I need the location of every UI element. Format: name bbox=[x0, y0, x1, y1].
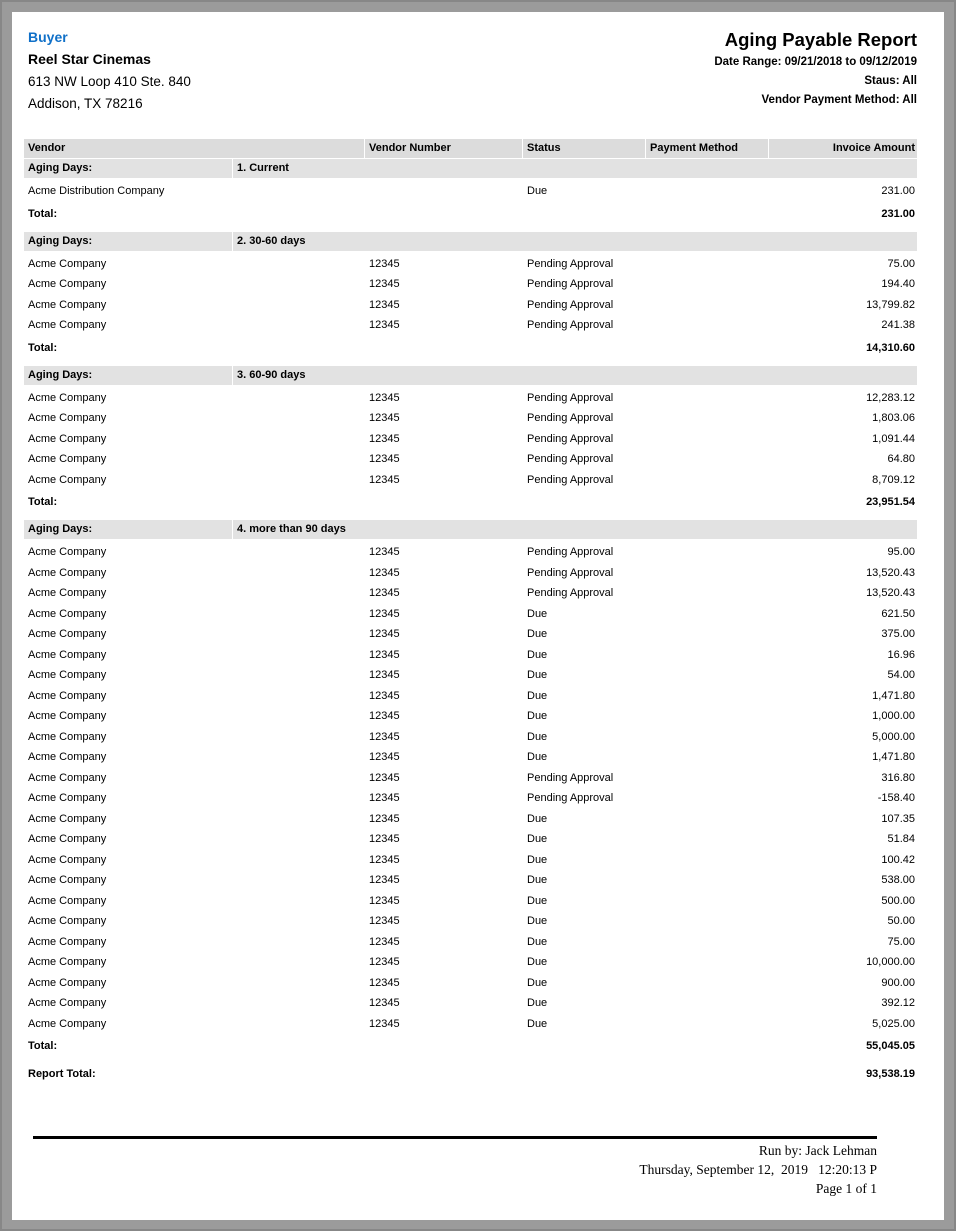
vendor-cell: Acme Company bbox=[28, 473, 107, 486]
vendor-cell: Acme Company bbox=[28, 853, 107, 866]
page-number-line: Page 1 of 1 bbox=[815, 1181, 877, 1196]
section-rows bbox=[24, 539, 917, 1034]
aging-days-label: Aging Days: bbox=[24, 520, 232, 539]
payment-method-cell bbox=[646, 973, 768, 994]
status-cell: Due bbox=[527, 812, 548, 825]
status-cell: Pending Approval bbox=[527, 391, 614, 404]
vendor-number-cell: 12345 bbox=[369, 391, 400, 404]
vendor-number-cell: 12345 bbox=[369, 298, 400, 311]
table-row bbox=[24, 727, 917, 748]
status-filter: Staus: All bbox=[864, 75, 917, 87]
payment-method-cell bbox=[646, 470, 768, 491]
payment-method-cell bbox=[646, 1014, 768, 1035]
vendor-number-cell: 12345 bbox=[369, 566, 400, 579]
payment-method-cell bbox=[646, 583, 768, 604]
vendor-cell: Acme Company bbox=[28, 648, 107, 661]
status-cell: Pending Approval bbox=[527, 566, 614, 579]
table-row bbox=[24, 788, 917, 809]
table-row bbox=[24, 254, 917, 275]
section-rows bbox=[24, 178, 917, 202]
invoice-amount-cell: 900.00 bbox=[881, 976, 915, 989]
report-header bbox=[24, 27, 917, 115]
section-total-amount: 231.00 bbox=[881, 207, 915, 220]
vendor-number-cell: 12345 bbox=[369, 607, 400, 620]
payment-method-cell bbox=[646, 315, 768, 336]
invoice-amount-cell: 1,803.06 bbox=[872, 412, 915, 424]
report-footer bbox=[24, 1141, 877, 1198]
status-cell: Pending Approval bbox=[527, 319, 614, 331]
column-header-vendor: Vendor bbox=[24, 139, 364, 158]
aging-days-band bbox=[24, 159, 917, 178]
table-row bbox=[24, 932, 917, 953]
vendor-number-cell: 12345 bbox=[369, 432, 400, 445]
vendor-number-cell bbox=[365, 181, 522, 202]
invoice-amount-cell: 13,520.43 bbox=[866, 566, 915, 579]
invoice-amount-cell: 1,000.00 bbox=[872, 710, 915, 722]
status-cell: Due bbox=[527, 997, 548, 1009]
table-row bbox=[24, 747, 917, 768]
aging-group-label: 3. 60-90 days bbox=[233, 366, 917, 385]
invoice-amount-cell: 95.00 bbox=[887, 546, 915, 558]
status-cell: Due bbox=[527, 915, 548, 927]
table-row bbox=[24, 583, 917, 604]
vendor-cell: Acme Company bbox=[28, 546, 107, 558]
table-row bbox=[24, 850, 917, 871]
status-cell: Due bbox=[527, 607, 548, 620]
run-date-line: Thursday, September 12, 2019 12:20:13 P bbox=[639, 1162, 877, 1177]
payment-method-filter: Vendor Payment Method: All bbox=[761, 94, 917, 106]
payment-method-cell bbox=[646, 665, 768, 686]
payment-method-cell bbox=[646, 274, 768, 295]
vendor-number-cell: 12345 bbox=[369, 812, 400, 825]
status-cell: Due bbox=[527, 976, 548, 989]
run-by-line: Run by: Jack Lehman bbox=[758, 1143, 877, 1158]
vendor-number-cell: 12345 bbox=[369, 730, 400, 743]
table-row bbox=[24, 870, 917, 891]
invoice-amount-cell: 64.80 bbox=[887, 453, 915, 465]
payment-method-cell bbox=[646, 747, 768, 768]
vendor-number-cell: 12345 bbox=[369, 1017, 400, 1030]
invoice-amount-cell: 241.38 bbox=[881, 319, 915, 331]
status-cell: Due bbox=[527, 751, 548, 763]
vendor-number-cell: 12345 bbox=[369, 894, 400, 907]
column-header-status: Status bbox=[523, 139, 645, 158]
status-cell: Pending Approval bbox=[527, 771, 614, 784]
payment-method-cell bbox=[646, 706, 768, 727]
table-sections bbox=[24, 159, 917, 1056]
invoice-amount-cell: 16.96 bbox=[887, 648, 915, 661]
table-header-row bbox=[24, 139, 917, 158]
table-row bbox=[24, 408, 917, 429]
aging-days-label: Aging Days: bbox=[24, 159, 232, 178]
section-total-amount: 14,310.60 bbox=[866, 341, 915, 354]
section-total-label: Total: bbox=[28, 341, 58, 354]
buyer-address-line2: Addison, TX 78216 bbox=[28, 96, 143, 111]
aging-days-band bbox=[24, 366, 917, 385]
vendor-number-cell: 12345 bbox=[369, 874, 400, 886]
table-row bbox=[24, 1014, 917, 1035]
section-total-label: Total: bbox=[28, 496, 58, 508]
status-cell: Due bbox=[527, 669, 548, 681]
payment-method-cell bbox=[646, 449, 768, 470]
vendor-number-cell: 12345 bbox=[369, 257, 400, 270]
payment-method-cell bbox=[646, 932, 768, 953]
status-cell: Due bbox=[527, 730, 548, 743]
invoice-amount-cell: 1,471.80 bbox=[872, 689, 915, 702]
invoice-amount-cell: 13,520.43 bbox=[866, 587, 915, 599]
payment-method-cell bbox=[646, 727, 768, 748]
invoice-amount-cell: 107.35 bbox=[881, 812, 915, 825]
vendor-cell: Acme Company bbox=[28, 792, 107, 804]
payment-method-cell bbox=[646, 788, 768, 809]
table-row bbox=[24, 388, 917, 409]
section-total-label: Total: bbox=[28, 1040, 58, 1052]
vendor-cell: Acme Company bbox=[28, 894, 107, 907]
payment-method-cell bbox=[646, 911, 768, 932]
table-row bbox=[24, 315, 917, 336]
vendor-number-cell: 12345 bbox=[369, 915, 400, 927]
vendor-number-cell: 12345 bbox=[369, 792, 400, 804]
payment-method-cell bbox=[646, 686, 768, 707]
table-row bbox=[24, 645, 917, 666]
status-cell: Due bbox=[527, 833, 548, 845]
vendor-number-cell: 12345 bbox=[369, 853, 400, 866]
status-cell: Pending Approval bbox=[527, 412, 614, 424]
payment-method-cell bbox=[646, 254, 768, 275]
footer-rule bbox=[33, 1136, 877, 1139]
table-row bbox=[24, 911, 917, 932]
aging-days-band bbox=[24, 232, 917, 251]
invoice-amount-cell: 1,471.80 bbox=[872, 751, 915, 763]
invoice-amount-cell: 375.00 bbox=[881, 628, 915, 640]
payment-method-cell bbox=[646, 542, 768, 563]
table-row bbox=[24, 809, 917, 830]
status-cell: Pending Approval bbox=[527, 473, 614, 486]
vendor-number-cell: 12345 bbox=[369, 771, 400, 784]
buyer-label: Buyer bbox=[28, 29, 68, 45]
table-row bbox=[24, 952, 917, 973]
table-row bbox=[24, 624, 917, 645]
buyer-address-line1: 613 NW Loop 410 Ste. 840 bbox=[28, 74, 191, 89]
section-total-row bbox=[24, 1034, 917, 1056]
column-header-invoice-amount: Invoice Amount bbox=[769, 139, 917, 158]
vendor-cell: Acme Company bbox=[28, 669, 107, 681]
vendor-cell: Acme Company bbox=[28, 391, 107, 404]
invoice-amount-cell: -158.40 bbox=[877, 792, 915, 804]
invoice-amount-cell: 500.00 bbox=[881, 894, 915, 907]
payment-method-cell bbox=[646, 181, 768, 202]
vendor-number-cell: 12345 bbox=[369, 453, 400, 465]
payment-method-cell bbox=[646, 624, 768, 645]
section-rows bbox=[24, 251, 917, 336]
report-total-label: Report Total: bbox=[28, 1068, 96, 1080]
report-title-block bbox=[714, 27, 917, 110]
aging-section bbox=[24, 232, 917, 358]
table-row bbox=[24, 274, 917, 295]
section-total-row bbox=[24, 202, 917, 224]
vendor-cell: Acme Company bbox=[28, 412, 107, 424]
vendor-cell: Acme Company bbox=[28, 587, 107, 599]
invoice-amount-cell: 75.00 bbox=[887, 935, 915, 948]
report-total-amount: 93,538.19 bbox=[866, 1068, 915, 1080]
vendor-cell: Acme Company bbox=[28, 812, 107, 825]
vendor-cell: Acme Company bbox=[28, 607, 107, 620]
vendor-number-cell: 12345 bbox=[369, 710, 400, 722]
aging-group-label: 4. more than 90 days bbox=[233, 520, 917, 539]
vendor-cell: Acme Company bbox=[28, 278, 107, 290]
date-range-filter: Date Range: 09/21/2018 to 09/12/2019 bbox=[714, 56, 917, 68]
payment-method-cell bbox=[646, 850, 768, 871]
vendor-number-cell: 12345 bbox=[369, 935, 400, 948]
table-row bbox=[24, 993, 917, 1014]
vendor-cell: Acme Company bbox=[28, 915, 107, 927]
aging-section bbox=[24, 366, 917, 513]
vendor-number-cell: 12345 bbox=[369, 689, 400, 702]
column-header-vendor-number: Vendor Number bbox=[365, 139, 522, 158]
invoice-amount-cell: 13,799.82 bbox=[866, 298, 915, 311]
table-row bbox=[24, 470, 917, 491]
payment-method-cell bbox=[646, 604, 768, 625]
vendor-cell: Acme Company bbox=[28, 935, 107, 948]
vendor-cell: Acme Company bbox=[28, 1017, 107, 1030]
vendor-cell: Acme Company bbox=[28, 319, 107, 331]
vendor-number-cell: 12345 bbox=[369, 412, 400, 424]
invoice-amount-cell: 538.00 bbox=[881, 874, 915, 886]
table-row bbox=[24, 181, 917, 202]
status-cell: Pending Approval bbox=[527, 587, 614, 599]
aging-days-label: Aging Days: bbox=[24, 232, 232, 251]
invoice-amount-cell: 10,000.00 bbox=[866, 956, 915, 968]
table-row bbox=[24, 295, 917, 316]
payment-method-cell bbox=[646, 768, 768, 789]
status-cell: Due bbox=[527, 894, 548, 907]
vendor-number-cell: 12345 bbox=[369, 669, 400, 681]
status-cell: Due bbox=[527, 956, 548, 968]
invoice-amount-cell: 100.42 bbox=[881, 853, 915, 866]
payment-method-cell bbox=[646, 952, 768, 973]
vendor-cell: Acme Company bbox=[28, 751, 107, 763]
vendor-number-cell: 12345 bbox=[369, 956, 400, 968]
vendor-cell: Acme Company bbox=[28, 771, 107, 784]
table-row bbox=[24, 891, 917, 912]
payment-method-cell bbox=[646, 388, 768, 409]
status-cell: Pending Approval bbox=[527, 278, 614, 290]
invoice-amount-cell: 5,000.00 bbox=[872, 730, 915, 743]
payment-method-cell bbox=[646, 829, 768, 850]
vendor-cell: Acme Company bbox=[28, 298, 107, 311]
aging-section bbox=[24, 520, 917, 1056]
buyer-name: Reel Star Cinemas bbox=[28, 51, 151, 67]
vendor-cell: Acme Company bbox=[28, 710, 107, 722]
payment-method-cell bbox=[646, 563, 768, 584]
aging-days-label: Aging Days: bbox=[24, 366, 232, 385]
table-row bbox=[24, 449, 917, 470]
invoice-amount-cell: 5,025.00 bbox=[872, 1017, 915, 1030]
payment-method-cell bbox=[646, 891, 768, 912]
buyer-block bbox=[24, 27, 191, 115]
invoice-amount-cell: 54.00 bbox=[887, 669, 915, 681]
payment-method-cell bbox=[646, 295, 768, 316]
payment-method-cell bbox=[646, 408, 768, 429]
status-cell: Pending Approval bbox=[527, 298, 614, 311]
vendor-cell: Acme Company bbox=[28, 997, 107, 1009]
section-total-label: Total: bbox=[28, 207, 58, 220]
aging-days-band bbox=[24, 520, 917, 539]
aging-group-label: 2. 30-60 days bbox=[233, 232, 917, 251]
status-cell: Pending Approval bbox=[527, 792, 614, 804]
vendor-cell: Acme Company bbox=[28, 257, 107, 270]
table-row bbox=[24, 829, 917, 850]
section-total-amount: 23,951.54 bbox=[866, 496, 915, 508]
table-row bbox=[24, 706, 917, 727]
aging-group-label: 1. Current bbox=[233, 159, 917, 178]
vendor-cell: Acme Company bbox=[28, 730, 107, 743]
invoice-amount-cell: 75.00 bbox=[887, 257, 915, 270]
vendor-number-cell: 12345 bbox=[369, 997, 400, 1009]
vendor-number-cell: 12345 bbox=[369, 319, 400, 331]
report-total-row bbox=[24, 1062, 917, 1084]
status-cell: Due bbox=[527, 689, 548, 702]
payment-method-cell bbox=[646, 870, 768, 891]
vendor-number-cell: 12345 bbox=[369, 976, 400, 989]
status-cell: Pending Approval bbox=[527, 546, 614, 558]
invoice-amount-cell: 51.84 bbox=[887, 833, 915, 845]
payment-method-cell bbox=[646, 993, 768, 1014]
aging-section bbox=[24, 159, 917, 224]
status-cell: Pending Approval bbox=[527, 257, 614, 270]
section-rows bbox=[24, 385, 917, 491]
table-row bbox=[24, 665, 917, 686]
vendor-number-cell: 12345 bbox=[369, 833, 400, 845]
vendor-cell: Acme Company bbox=[28, 956, 107, 968]
vendor-cell: Acme Company bbox=[28, 689, 107, 702]
section-total-amount: 55,045.05 bbox=[866, 1040, 915, 1052]
status-cell: Due bbox=[527, 874, 548, 886]
vendor-number-cell: 12345 bbox=[369, 546, 400, 558]
vendor-number-cell: 12345 bbox=[369, 628, 400, 640]
vendor-number-cell: 12345 bbox=[369, 473, 400, 486]
invoice-amount-cell: 392.12 bbox=[881, 997, 915, 1009]
status-cell: Due bbox=[527, 1017, 548, 1030]
payment-method-cell bbox=[646, 429, 768, 450]
vendor-number-cell: 12345 bbox=[369, 648, 400, 661]
status-cell: Due bbox=[527, 185, 548, 197]
status-cell: Due bbox=[527, 853, 548, 866]
table-row bbox=[24, 429, 917, 450]
section-total-row bbox=[24, 336, 917, 358]
invoice-amount-cell: 194.40 bbox=[881, 278, 915, 290]
vendor-cell: Acme Company bbox=[28, 566, 107, 579]
table-row bbox=[24, 563, 917, 584]
column-header-payment-method: Payment Method bbox=[646, 139, 768, 158]
section-total-row bbox=[24, 490, 917, 512]
table-row bbox=[24, 686, 917, 707]
table-row bbox=[24, 768, 917, 789]
vendor-cell: Acme Company bbox=[28, 453, 107, 465]
vendor-number-cell: 12345 bbox=[369, 278, 400, 290]
payment-method-cell bbox=[646, 645, 768, 666]
page-title: Aging Payable Report bbox=[724, 29, 917, 50]
invoice-amount-cell: 231.00 bbox=[881, 185, 915, 197]
report-page bbox=[12, 12, 944, 1220]
aging-table bbox=[24, 139, 917, 1084]
status-cell: Due bbox=[527, 710, 548, 722]
payment-method-cell bbox=[646, 809, 768, 830]
status-cell: Due bbox=[527, 648, 548, 661]
vendor-cell: Acme Company bbox=[28, 628, 107, 640]
vendor-cell: Acme Company bbox=[28, 833, 107, 845]
status-cell: Due bbox=[527, 628, 548, 640]
vendor-number-cell: 12345 bbox=[369, 751, 400, 763]
vendor-cell: Acme Company bbox=[28, 432, 107, 445]
status-cell: Pending Approval bbox=[527, 432, 614, 445]
status-cell: Pending Approval bbox=[527, 453, 614, 465]
vendor-cell: Acme Company bbox=[28, 874, 107, 886]
table-row bbox=[24, 542, 917, 563]
vendor-cell: Acme Company bbox=[28, 976, 107, 989]
table-row bbox=[24, 604, 917, 625]
invoice-amount-cell: 316.80 bbox=[881, 771, 915, 784]
vendor-number-cell: 12345 bbox=[369, 587, 400, 599]
invoice-amount-cell: 8,709.12 bbox=[872, 473, 915, 486]
invoice-amount-cell: 50.00 bbox=[887, 915, 915, 927]
vendor-cell: Acme Distribution Company bbox=[28, 185, 165, 197]
invoice-amount-cell: 621.50 bbox=[881, 607, 915, 620]
invoice-amount-cell: 1,091.44 bbox=[872, 432, 915, 445]
table-row bbox=[24, 973, 917, 994]
status-cell: Due bbox=[527, 935, 548, 948]
invoice-amount-cell: 12,283.12 bbox=[866, 391, 915, 404]
